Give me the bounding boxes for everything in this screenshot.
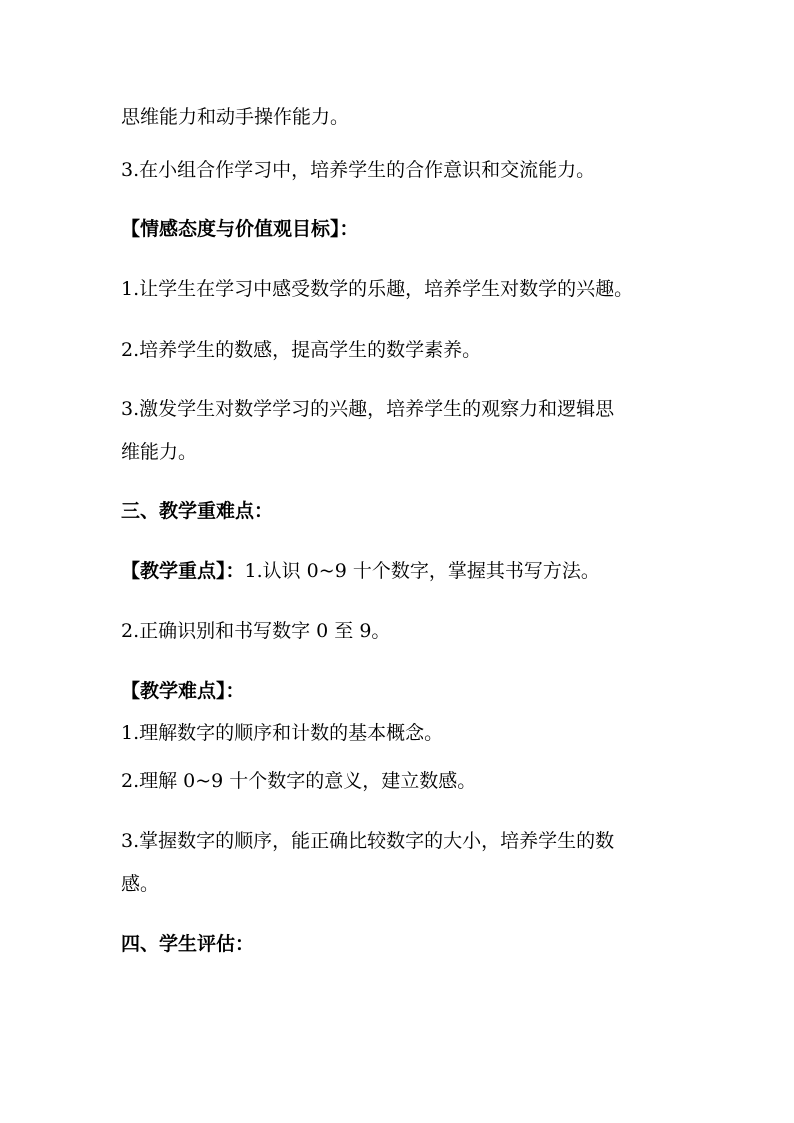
paragraph-line: 3.掌握数字的顺序，能正确比较数字的大小，培养学生的数 [121,830,615,852]
heading-emotion-goals: 【情感态度与价值观目标】： [121,218,359,240]
paragraph-line: 思维能力和动手操作能力。 [121,106,350,128]
paragraph-line: 1.让学生在学习中感受数学的乐趣，培养学生对数学的兴趣。 [121,278,634,300]
paragraph-line: 维能力。 [121,441,198,463]
paragraph-line: 3.激发学生对数学学习的兴趣，培养学生的观察力和逻辑思 [121,398,615,420]
paragraph-line: 2.理解 0~9 十个数字的意义，建立数感。 [121,770,477,792]
key-point-line [121,558,600,584]
paragraph-line: 2.正确识别和书写数字 0 至 9。 [121,620,391,642]
section-heading-3: 三、教学重难点： [121,500,274,522]
paragraph-line: 3.在小组合作学习中，培养学生的合作意识和交流能力。 [121,159,596,181]
key-point-text: 1.认识 0~9 十个数字，掌握其书写方法。 [244,560,600,582]
paragraph-line: 感。 [121,873,160,895]
difficulty-heading: 【教学难点】： [121,680,245,702]
key-point-label: 【教学重点】： [121,560,245,582]
paragraph-line: 1.理解数字的顺序和计数的基本概念。 [121,722,444,744]
section-heading-4: 四、学生评估： [121,933,255,955]
paragraph-line: 2.培养学生的数感，提高学生的数学素养。 [121,339,482,361]
